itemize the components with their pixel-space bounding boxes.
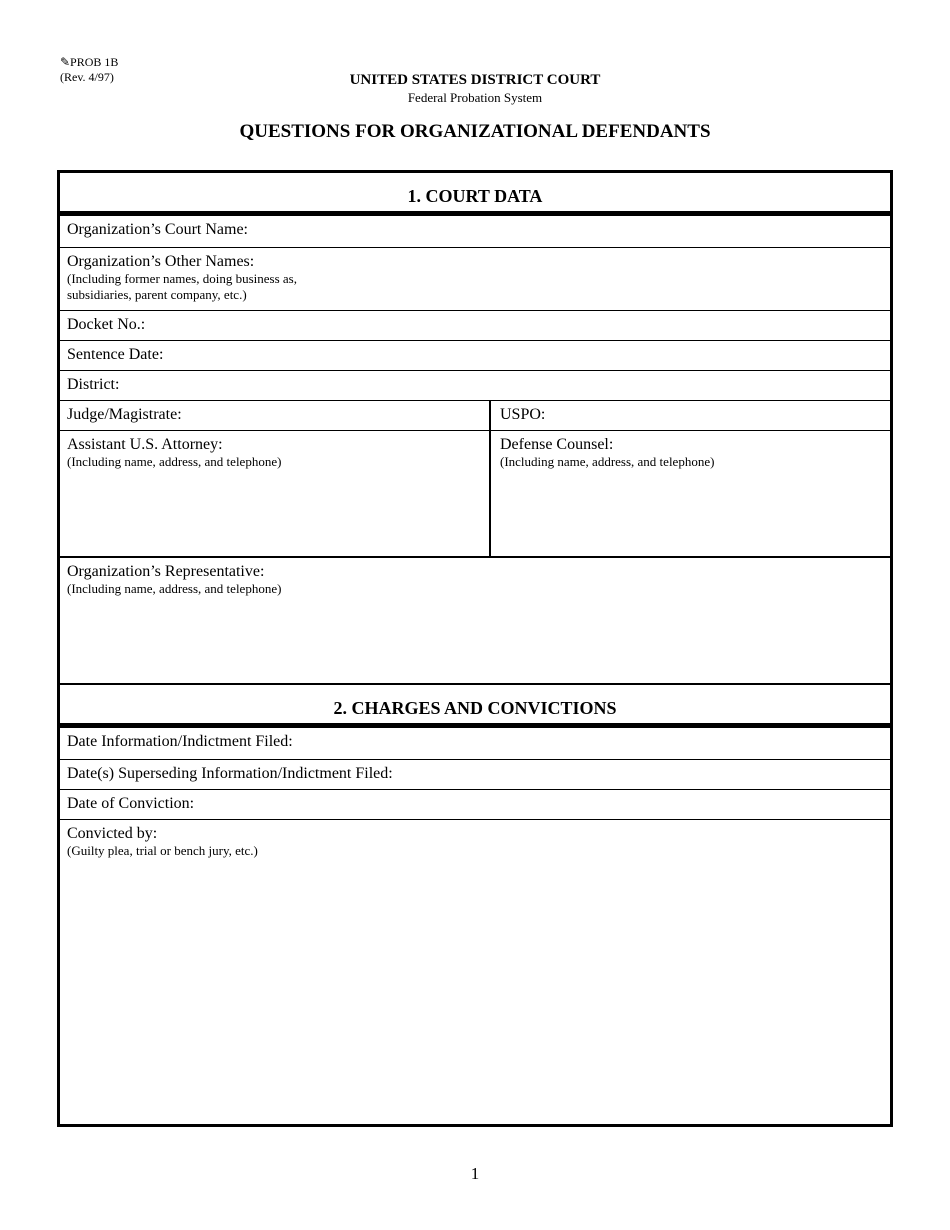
conviction-date-label: Date of Conviction:: [67, 795, 195, 812]
page-number: 1: [470, 1164, 480, 1183]
sentence-date-label: Sentence Date:: [67, 346, 164, 363]
judge-field[interactable]: [60, 401, 490, 430]
form-revision: (Rev. 4/97): [60, 70, 114, 84]
convicted-by-label: Convicted by:: [67, 825, 158, 842]
superseding-label: Date(s) Superseding Information/Indictment Filed:: [67, 765, 393, 782]
sentence-date-field[interactable]: [60, 341, 890, 370]
page-title: QUESTIONS FOR ORGANIZATIONAL DEFENDANTS: [239, 121, 711, 142]
superseding-field[interactable]: [60, 760, 890, 789]
district-field[interactable]: [60, 371, 890, 400]
other-names-label: Organization’s Other Names:: [67, 253, 255, 270]
uspo-field[interactable]: [493, 401, 890, 430]
defense-hint: (Including name, address, and telephone): [500, 454, 715, 469]
column-divider: [489, 401, 491, 556]
other-names-hint-1: (Including former names, doing business as,: [67, 271, 297, 286]
court-name-field[interactable]: [60, 216, 890, 247]
section-divider: [60, 683, 890, 685]
judge-uspo-row: [60, 401, 890, 430]
representative-hint: (Including name, address, and telephone): [67, 581, 282, 596]
docket-label: Docket No.:: [67, 316, 146, 333]
other-names-field[interactable]: [60, 248, 890, 310]
court-name-label: Organization’s Court Name:: [67, 221, 248, 238]
representative-field[interactable]: [60, 558, 890, 683]
attorneys-row: [60, 431, 890, 556]
info-filed-field[interactable]: [60, 728, 890, 759]
convicted-by-field[interactable]: [60, 820, 890, 1124]
form-number: ✎PROB 1B: [60, 55, 119, 69]
conviction-date-field[interactable]: [60, 790, 890, 819]
ausa-hint: (Including name, address, and telephone): [67, 454, 282, 469]
court-heading: UNITED STATES DISTRICT COURT: [349, 72, 601, 88]
system-subheading: Federal Probation System: [407, 90, 543, 105]
defense-label: Defense Counsel:: [500, 436, 614, 453]
ausa-label: Assistant U.S. Attorney:: [67, 436, 223, 453]
section-1-title: 1. COURT DATA: [407, 186, 543, 206]
other-names-hint-2: subsidiaries, parent company, etc.): [67, 287, 247, 302]
defense-field[interactable]: [493, 431, 890, 556]
convicted-by-hint: (Guilty plea, trial or bench jury, etc.): [67, 843, 258, 858]
section-2-title: 2. CHARGES AND CONVICTIONS: [333, 698, 617, 718]
info-filed-label: Date Information/Indictment Filed:: [67, 733, 293, 750]
ausa-field[interactable]: [60, 431, 490, 556]
uspo-label: USPO:: [500, 406, 546, 423]
district-label: District:: [67, 376, 120, 393]
docket-field[interactable]: [60, 311, 890, 340]
representative-label: Organization’s Representative:: [67, 563, 265, 580]
form-frame: [57, 170, 893, 1127]
judge-label: Judge/Magistrate:: [67, 406, 182, 423]
